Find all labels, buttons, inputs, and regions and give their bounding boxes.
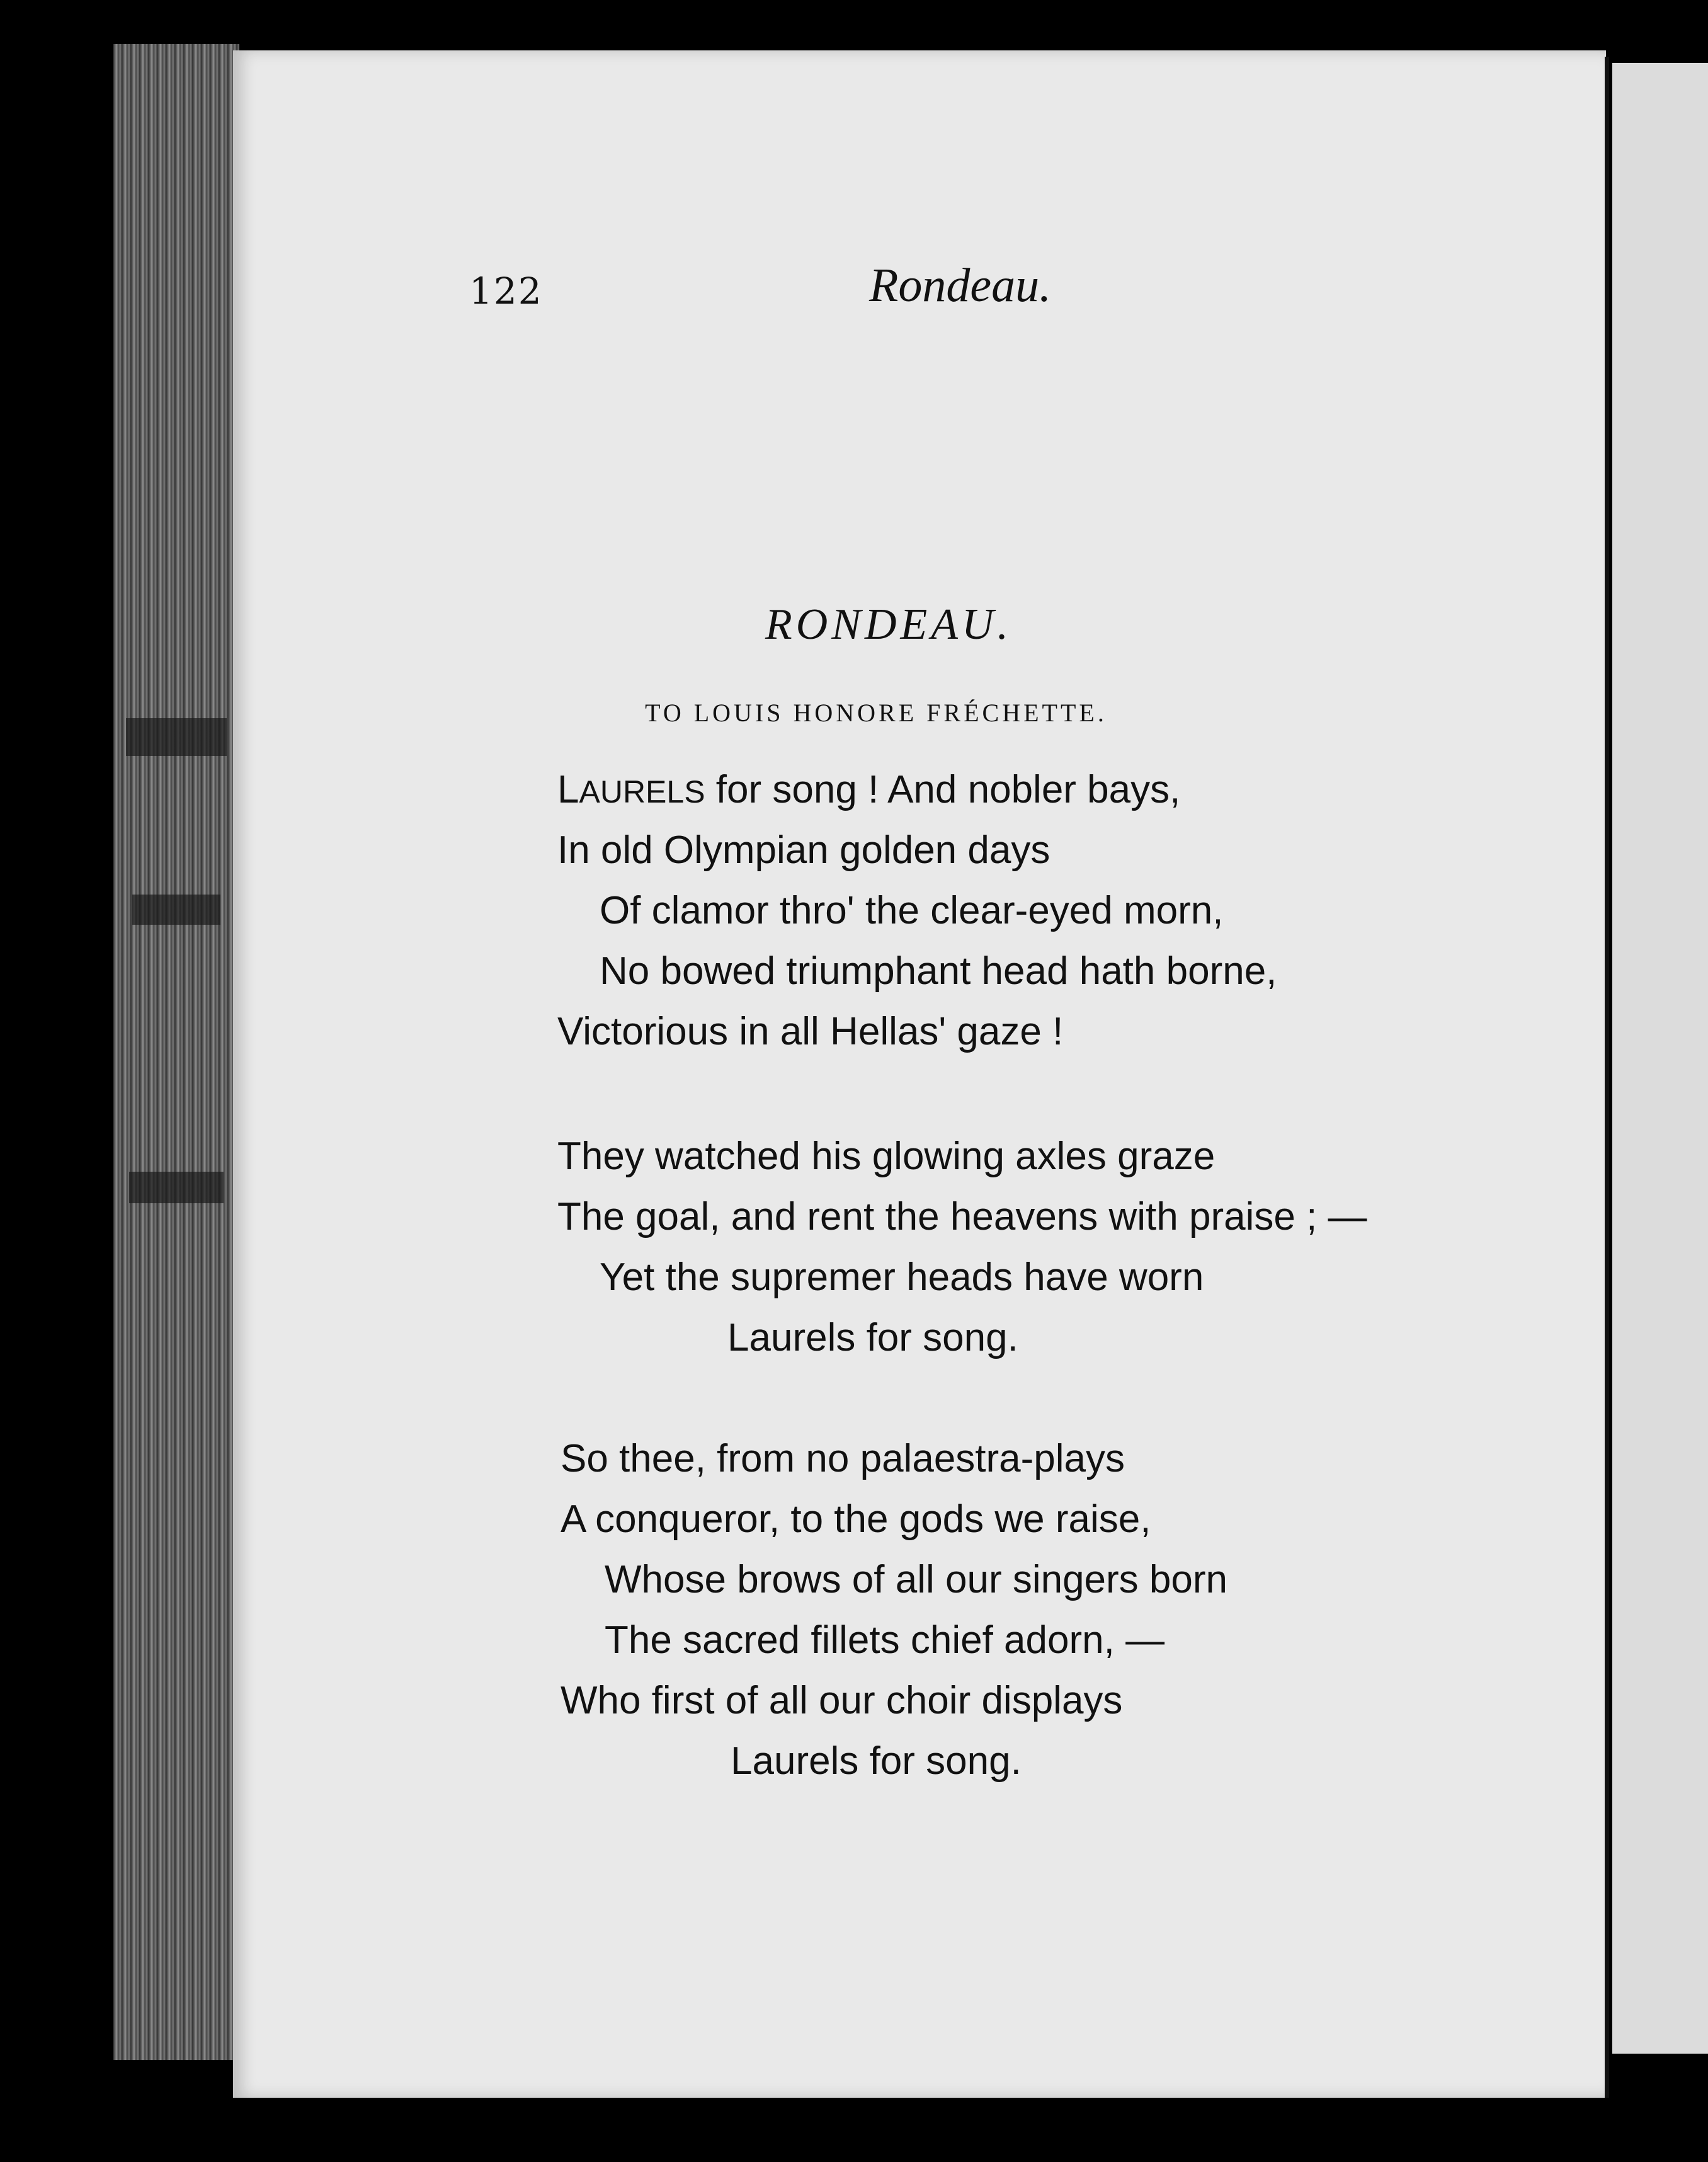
- poem-dedication: TO LOUIS HONORE FRÉCHETTE.: [645, 699, 1107, 727]
- poem-line: Who first of all our choir displays: [561, 1679, 1123, 1722]
- poem-line-text: for song ! And nobler bays,: [705, 768, 1181, 811]
- bleed-through-mark: [132, 895, 220, 925]
- poem-line: In old Olympian golden days: [557, 828, 1050, 872]
- bleed-through-mark: [129, 1172, 224, 1203]
- poem-line: No bowed triumphant head hath borne,: [600, 949, 1277, 993]
- poem-line: A conqueror, to the gods we raise,: [561, 1497, 1151, 1541]
- poem-line: [557, 767, 1180, 812]
- poem-line: Whose brows of all our singers born: [605, 1558, 1228, 1601]
- facing-page-edge: [1612, 63, 1708, 2054]
- poem-line: Of clamor thro' the clear-eyed morn,: [600, 889, 1224, 932]
- page-gutter-line: [1605, 57, 1609, 2098]
- poem-title: RONDEAU.: [765, 600, 1013, 649]
- page-edge-stack: [113, 44, 239, 2060]
- poem-line-refrain: Laurels for song.: [731, 1739, 1022, 1783]
- small-caps-word: AURELS: [579, 774, 705, 809]
- poem-line-refrain: Laurels for song.: [727, 1316, 1018, 1359]
- poem-line: Yet the supremer heads have worn: [600, 1255, 1204, 1299]
- poem-line: Victorious in all Hellas' gaze !: [557, 1010, 1064, 1053]
- drop-initial: L: [557, 768, 579, 811]
- poem-line: So thee, from no palaestra-plays: [561, 1437, 1125, 1480]
- page-number: 122: [469, 270, 543, 312]
- running-head: Rondeau.: [869, 259, 1052, 312]
- book-page: [233, 50, 1606, 2098]
- poem-line: They watched his glowing axles graze: [557, 1135, 1216, 1178]
- poem-line: The sacred fillets chief adorn, —: [605, 1618, 1165, 1662]
- poem-line: The goal, and rent the heavens with praise ; —: [557, 1195, 1367, 1238]
